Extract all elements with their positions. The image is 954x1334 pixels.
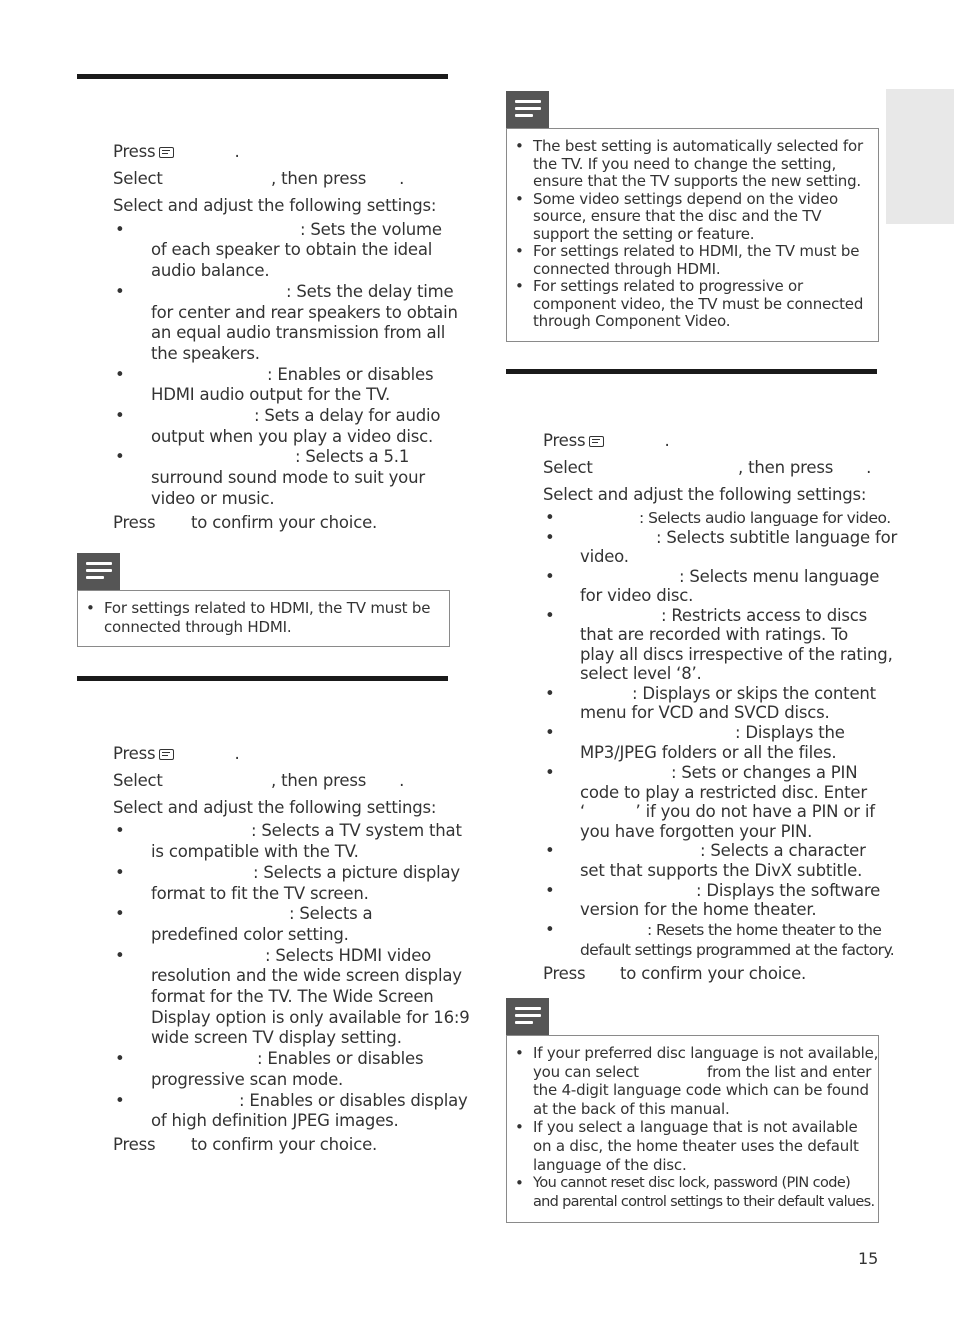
step-then-press: , then press . bbox=[271, 169, 405, 188]
note-text: connected through HDMI. bbox=[533, 260, 721, 278]
item-text: : Enables or disables bbox=[267, 365, 434, 384]
bullet: • bbox=[545, 508, 555, 527]
menu-icon bbox=[589, 436, 604, 447]
bullet: • bbox=[515, 277, 524, 295]
step-confirm: Press bbox=[543, 964, 586, 983]
bullet: • bbox=[545, 763, 555, 782]
section-tab bbox=[886, 89, 954, 224]
note-text: and parental control settings to their default values. bbox=[533, 1194, 875, 1210]
note-icon bbox=[506, 91, 549, 128]
bullet: • bbox=[545, 920, 555, 939]
item-text: output when you play a video disc. bbox=[151, 427, 434, 446]
note-text: connected through HDMI. bbox=[104, 618, 292, 636]
note-text: the 4-digit language code which can be found bbox=[533, 1081, 869, 1099]
note-text: language of the disc. bbox=[533, 1156, 687, 1174]
note-text: If you select a language that is not available bbox=[533, 1118, 858, 1136]
item-text: format for the TV. The Wide Screen bbox=[151, 987, 434, 1006]
item-text: : Selects a picture display bbox=[253, 863, 460, 882]
bullet: • bbox=[545, 567, 555, 586]
note-text: For settings related to HDMI, the TV must be bbox=[104, 599, 431, 617]
bullet: • bbox=[115, 821, 125, 840]
step-adjust: Select and adjust the following settings: bbox=[543, 485, 867, 504]
menu-icon bbox=[159, 749, 174, 760]
note-text: Some video settings depend on the video bbox=[533, 190, 838, 208]
item-text: : Selects a TV system that bbox=[251, 821, 462, 840]
step-then-press: , then press . bbox=[738, 458, 872, 477]
item-text: : Displays the bbox=[735, 723, 845, 742]
item-text: resolution and the wide screen display bbox=[151, 966, 462, 985]
item-text: version for the home theater. bbox=[580, 900, 817, 919]
bullet: • bbox=[545, 723, 555, 742]
step-select: Select bbox=[543, 458, 593, 477]
item-text: predefined color setting. bbox=[151, 925, 349, 944]
bullet: • bbox=[545, 606, 555, 625]
bullet: • bbox=[515, 242, 524, 260]
step-adjust: Select and adjust the following settings: bbox=[113, 798, 437, 817]
item-text: ‘ ’ if you do not have a PIN or if bbox=[580, 802, 875, 821]
section-rule bbox=[506, 369, 877, 374]
item-text: that are recorded with ratings. To bbox=[580, 625, 849, 644]
step-confirm: Press bbox=[113, 513, 156, 532]
note-text: For settings related to HDMI, the TV must be bbox=[533, 242, 860, 260]
item-text: : Selects audio language for video. bbox=[639, 509, 891, 527]
item-text: : Enables or disables display bbox=[239, 1091, 468, 1110]
note-text: at the back of this manual. bbox=[533, 1100, 730, 1118]
bullet: • bbox=[515, 1044, 524, 1062]
item-text: wide screen TV display setting. bbox=[151, 1028, 402, 1047]
item-text: of high definition JPEG images. bbox=[151, 1111, 399, 1130]
item-text: default settings programmed at the factory. bbox=[580, 941, 895, 959]
bullet: • bbox=[115, 1091, 125, 1110]
note-text: the TV. If you need to change the setting, bbox=[533, 155, 837, 173]
note-text: ensure that the TV supports the new setting. bbox=[533, 172, 861, 190]
item-text: Display option is only available for 16:9 bbox=[151, 1008, 470, 1027]
page-number: 15 bbox=[858, 1249, 879, 1268]
step-confirm-text: to confirm your choice. bbox=[191, 1135, 378, 1154]
item-text: : Selects menu language bbox=[679, 567, 880, 586]
item-text: select level ‘8’. bbox=[580, 664, 702, 683]
note-icon bbox=[77, 553, 120, 590]
item-text: of each speaker to obtain the ideal bbox=[151, 240, 433, 259]
bullet: • bbox=[115, 904, 125, 923]
item-text: : Sets a delay for audio bbox=[254, 406, 441, 425]
note-text: You cannot reset disc lock, password (PIN code) bbox=[533, 1175, 851, 1191]
note-text: through Component Video. bbox=[533, 312, 731, 330]
item-text: HDMI audio output for the TV. bbox=[151, 385, 391, 404]
item-text: progressive scan mode. bbox=[151, 1070, 344, 1089]
bullet: • bbox=[115, 447, 125, 466]
step-press-menu: Press . bbox=[543, 431, 670, 450]
item-text: video. bbox=[580, 547, 629, 566]
step-select: Select bbox=[113, 169, 163, 188]
note-icon bbox=[506, 998, 549, 1035]
step-select: Select bbox=[113, 771, 163, 790]
note-text: support the setting or feature. bbox=[533, 225, 755, 243]
bullet: • bbox=[115, 1049, 125, 1068]
item-text: for center and rear speakers to obtain bbox=[151, 303, 458, 322]
item-text: : Sets the delay time bbox=[286, 282, 454, 301]
item-text: : Sets the volume bbox=[300, 220, 442, 239]
item-text: surround sound mode to suit your bbox=[151, 468, 425, 487]
step-press-menu: Press . bbox=[113, 744, 240, 763]
step-confirm-text: to confirm your choice. bbox=[191, 513, 378, 532]
bullet: • bbox=[545, 841, 555, 860]
item-text: : Restricts access to discs bbox=[661, 606, 868, 625]
note-text: on a disc, the home theater uses the default bbox=[533, 1137, 859, 1155]
item-text: format to fit the TV screen. bbox=[151, 884, 369, 903]
step-adjust: Select and adjust the following settings: bbox=[113, 196, 437, 215]
item-text: code to play a restricted disc. Enter bbox=[580, 783, 867, 802]
bullet: • bbox=[115, 220, 125, 239]
note-text: component video, the TV must be connected bbox=[533, 295, 864, 313]
bullet: • bbox=[545, 684, 555, 703]
item-text: is compatible with the TV. bbox=[151, 842, 359, 861]
item-text: : Selects a character bbox=[700, 841, 866, 860]
bullet: • bbox=[115, 863, 125, 882]
bullet: • bbox=[515, 137, 524, 155]
menu-icon bbox=[159, 147, 174, 158]
item-text: video or music. bbox=[151, 489, 275, 508]
section-rule bbox=[77, 74, 448, 79]
item-text: : Selects subtitle language for bbox=[656, 528, 898, 547]
item-text: : Resets the home theater to the bbox=[647, 921, 882, 939]
item-text: the speakers. bbox=[151, 344, 260, 363]
item-text: : Selects a bbox=[289, 904, 373, 923]
item-text: for video disc. bbox=[580, 586, 694, 605]
step-confirm-text: to confirm your choice. bbox=[620, 964, 807, 983]
bullet: • bbox=[545, 528, 555, 547]
item-text: you have forgotten your PIN. bbox=[580, 822, 813, 841]
section-rule bbox=[77, 676, 448, 681]
note-text: If your preferred disc language is not available, bbox=[533, 1044, 879, 1062]
step-confirm: Press bbox=[113, 1135, 156, 1154]
bullet: • bbox=[86, 599, 95, 617]
item-text: : Enables or disables bbox=[257, 1049, 424, 1068]
item-text: an equal audio transmission from all bbox=[151, 323, 446, 342]
item-text: play all discs irrespective of the rating, bbox=[580, 645, 893, 664]
item-text: menu for VCD and SVCD discs. bbox=[580, 703, 830, 722]
item-text: audio balance. bbox=[151, 261, 270, 280]
item-text: : Selects a 5.1 bbox=[295, 447, 410, 466]
item-text: : Displays or skips the content bbox=[632, 684, 876, 703]
item-text: MP3/JPEG folders or all the files. bbox=[580, 743, 837, 762]
item-text: : Sets or changes a PIN bbox=[671, 763, 858, 782]
step-then-press: , then press . bbox=[271, 771, 405, 790]
note-text: source, ensure that the disc and the TV bbox=[533, 207, 822, 225]
item-text: : Selects HDMI video bbox=[265, 946, 432, 965]
note-text: you can select bbox=[533, 1063, 639, 1081]
step-press-menu: Press . bbox=[113, 142, 240, 161]
bullet: • bbox=[115, 406, 125, 425]
note-text: from the list and enter bbox=[707, 1063, 872, 1081]
bullet: • bbox=[515, 190, 524, 208]
note-text: The best setting is automatically selected for bbox=[533, 137, 863, 155]
bullet: • bbox=[545, 881, 555, 900]
bullet: • bbox=[515, 1118, 524, 1136]
bullet: • bbox=[115, 365, 125, 384]
item-text: set that supports the DivX subtitle. bbox=[580, 861, 863, 880]
bullet: • bbox=[115, 282, 125, 301]
note-text: For settings related to progressive or bbox=[533, 277, 803, 295]
bullet: • bbox=[115, 946, 125, 965]
bullet: • bbox=[515, 1174, 524, 1192]
item-text: : Displays the software bbox=[696, 881, 881, 900]
